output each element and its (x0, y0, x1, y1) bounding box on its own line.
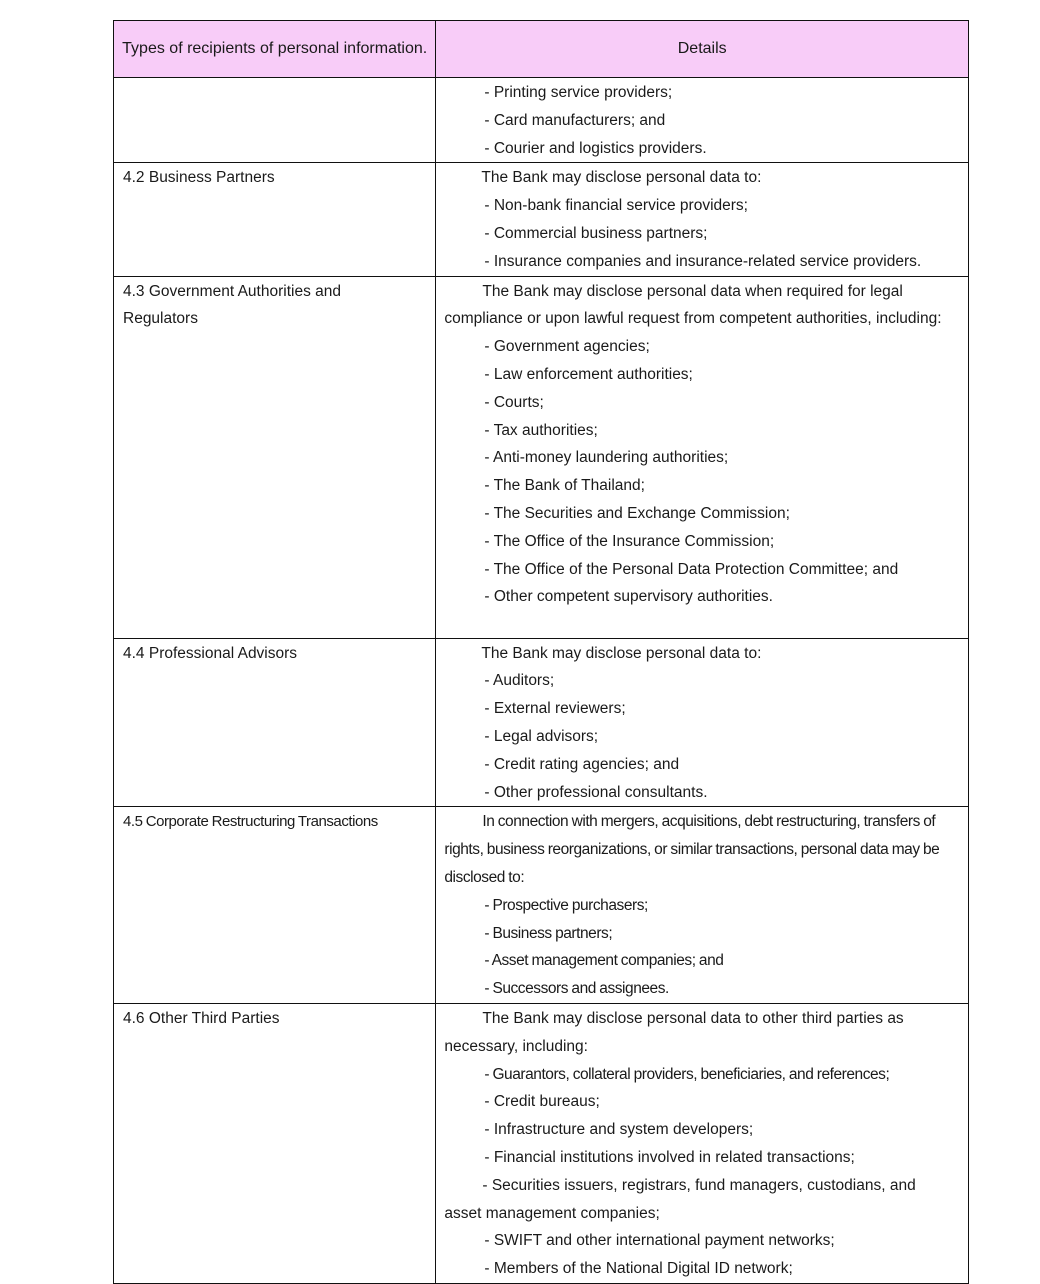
list-item: - Guarantors, collateral providers, beneficiaries, and references; (484, 1065, 890, 1083)
table-row (114, 1003, 969, 1283)
list-item: - Prospective purchasers; (484, 896, 648, 914)
details-cell (436, 1003, 969, 1283)
list-item: - The Securities and Exchange Commission; (484, 504, 790, 522)
recipient-type-cell (114, 638, 436, 807)
table-header-row (114, 21, 969, 78)
list-item: - Asset management companies; and (484, 952, 724, 970)
list-item: - Legal advisors; (484, 727, 599, 745)
details-cell (436, 807, 969, 1004)
recipient-type-label: 4.3 Government Authorities and Regulators (123, 282, 341, 328)
recipient-type-cell (114, 163, 436, 276)
recipient-type-label: 4.2 Business Partners (123, 169, 275, 187)
recipient-type-cell (114, 276, 436, 638)
list-item: - Members of the National Digital ID network; (484, 1260, 793, 1278)
list-item: - Successors and assignees. (484, 980, 669, 998)
list-item: - SWIFT and other international payment networks; (484, 1232, 835, 1250)
table-row (114, 163, 969, 276)
recipient-type-cell (114, 78, 436, 163)
list-item: - Law enforcement authorities; (484, 365, 693, 383)
details-cell (436, 276, 969, 638)
table-row (114, 78, 969, 163)
list-item: - Other professional consultants. (484, 783, 708, 801)
details-intro: The Bank may disclose personal data when required for legal compliance or upon lawful request from competent authorities, including: (444, 282, 942, 328)
list-item: - The Office of the Insurance Commission; (484, 532, 775, 550)
details-intro: The Bank may disclose personal data to: (481, 169, 762, 187)
list-item: - Non-bank financial service providers; (484, 197, 748, 215)
list-item: - Credit rating agencies; and (484, 755, 680, 773)
list-item: - Auditors; (484, 672, 555, 690)
recipient-type-label: 4.5 Corporate Restructuring Transactions (123, 813, 378, 831)
list-item: - Financial institutions involved in related transactions; (484, 1148, 855, 1166)
recipient-type-label: 4.6 Other Third Parties (123, 1009, 280, 1027)
table-row (114, 638, 969, 807)
recipient-type-cell (114, 807, 436, 1004)
list-item: - The Bank of Thailand; (484, 477, 645, 495)
list-item: - Credit bureaus; (484, 1093, 600, 1111)
list-item: - Printing service providers; (484, 84, 673, 101)
list-item: - Infrastructure and system developers; (484, 1121, 754, 1139)
list-item: - The Office of the Personal Data Protection Committee; and (484, 560, 899, 578)
list-item: - Government agencies; (484, 338, 650, 356)
list-item: - Commercial business partners; (484, 224, 708, 242)
details-intro: The Bank may disclose personal data to other third parties as necessary, including: (444, 1009, 904, 1055)
list-item: - Other competent supervisory authorities. (484, 588, 773, 606)
table-row (114, 807, 969, 1004)
list-item: - Anti-money laundering authorities; (484, 449, 729, 467)
details-cell (436, 163, 969, 276)
details-intro: The Bank may disclose personal data to: (481, 644, 762, 662)
list-item: - Courts; (484, 393, 544, 411)
list-item: - Tax authorities; (484, 421, 598, 439)
header-recipient-type: Types of recipients of personal information. (114, 21, 436, 78)
details-intro: In connection with mergers, acquisitions, debt restructuring, transfers of rights, business reorganizations, or similar transactions, personal data may be disclosed to: (444, 813, 940, 886)
recipient-type-cell (114, 1003, 436, 1283)
details-cell (436, 638, 969, 807)
list-item: - Courier and logistics providers. (484, 139, 707, 157)
list-item: - External reviewers; (484, 700, 626, 718)
list-item: - Securities issuers, registrars, fund managers, custodians, and asset management companies; (444, 1176, 916, 1222)
header-details: Details (436, 21, 969, 78)
table-row (114, 276, 969, 638)
recipients-table (113, 20, 969, 1284)
list-item: - Card manufacturers; and (484, 111, 666, 129)
recipient-type-label: 4.4 Professional Advisors (123, 644, 298, 662)
list-item: - Insurance companies and insurance-related service providers. (484, 252, 922, 270)
list-item: - Business partners; (484, 924, 613, 942)
details-cell (436, 78, 969, 163)
